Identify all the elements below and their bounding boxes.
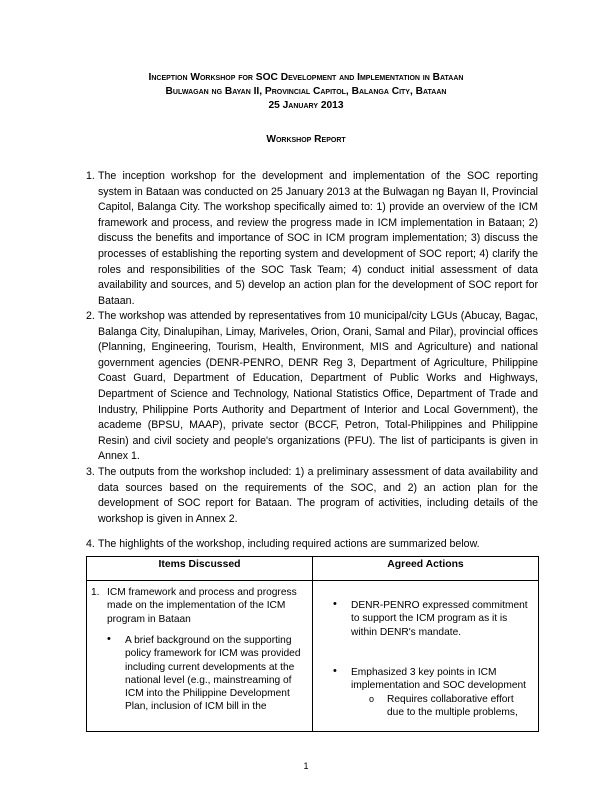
action-bullet-text: Emphasized 3 key points in ICM implementation and SOC development bbox=[351, 667, 526, 692]
bullet-icon: • bbox=[333, 665, 337, 677]
header-workshop-title: Inception Workshop for SOC Development and Implementation in Bataan bbox=[148, 72, 464, 83]
column-header-items: Items Discussed bbox=[87, 557, 313, 581]
sub-bullet-icon: o bbox=[369, 694, 375, 704]
header-date: 25 January 2013 bbox=[268, 100, 344, 111]
action-bullet-text: DENR-PENRO expressed commitment to support the ICM program as it is within DENR's mandate. bbox=[351, 600, 528, 638]
actions-cell bbox=[313, 581, 539, 732]
highlights-table bbox=[86, 556, 539, 732]
bullet-icon: • bbox=[107, 633, 111, 645]
header-venue: Bulwagan ng Bayan II, Provincial Capitol, Balanga City, Bataan bbox=[165, 86, 447, 97]
table-row bbox=[87, 581, 539, 732]
action-sub-bullet-text: Requires collaborative effort due to the multiple problems, bbox=[387, 694, 518, 719]
paragraph-text: The highlights of the workshop, including required actions are summarized below. bbox=[98, 538, 480, 550]
item-bullet-text: A brief background on the supporting policy framework for ICM was provided including current developments at the national level (e.g., mainstreaming of ICM into the Philippine Development Plan, inclusion of ICM bill in the bbox=[125, 635, 301, 713]
item-text: ICM framework and process and progress made on the implementation of the ICM program in Bataan bbox=[107, 587, 297, 625]
paragraph-number: 4. bbox=[86, 538, 95, 550]
column-header-actions: Agreed Actions bbox=[313, 557, 539, 581]
paragraph-number: 1. bbox=[86, 170, 95, 182]
paragraph-text: The workshop was attended by representatives from 10 municipal/city LGUs (Abucay, Bagac, Balanga City, Dinalupihan, Limay, Mariveles, Orion, Orani, Samal and Pilar), provincial offices (Planning, Engineering, Tourism, Health, Environment, MIS and Agriculture) and national government agencies (DENR-PENRO, DENR Reg 3, Department of Agriculture, Philippine Coast Guard, Department of Education, Department of Public Works and Highways, Department of Science and Technology, National Statistics Office, Department of Trade and Industry, Philippine Ports Authority and Department of Interior and Local Government), the academe (BPSU, MAAP), private sector (BCCF, Petron, Total-Philippines and Philippine Resin) and civil society and people's organizations (PFU). The list of participants is given in Annex 1. bbox=[98, 310, 538, 463]
paragraph-number: 3. bbox=[86, 466, 95, 478]
report-title: Workshop Report bbox=[266, 134, 346, 145]
document-header bbox=[0, 71, 612, 113]
items-cell bbox=[87, 581, 313, 732]
paragraph-number: 2. bbox=[86, 310, 95, 322]
item-number: 1. bbox=[91, 587, 100, 598]
page-number: 1 bbox=[303, 761, 309, 771]
paragraph-text: The inception workshop for the development and implementation of the SOC reporting system in Bataan was conducted on 25 January 2013 at the Bulwagan ng Bayan II, Provincial Capitol, Balanga City. The workshop specifically aimed to: 1) provide an overview of the ICM framework and process, and review the progress made in ICM implementation in Bataan; 2) discuss the benefits and importance of SOC in ICM program implementation; 3) discuss the processes of establishing the reporting system and development of SOC report; 4) clarify the roles and responsibilities of the SOC Task Team; 4) conduct initial assessment of data availability and sources, and 5) develop an action plan for the development of SOC report for Bataan. bbox=[98, 170, 538, 307]
paragraph-text: The outputs from the workshop included: 1) a preliminary assessment of data availability and data sources based on the requirements of the SOC, and 2) an action plan for the development of SOC report for Bataan. The program of activities, including details of the workshop is given in Annex 2. bbox=[98, 466, 538, 525]
bullet-icon: • bbox=[333, 598, 337, 610]
